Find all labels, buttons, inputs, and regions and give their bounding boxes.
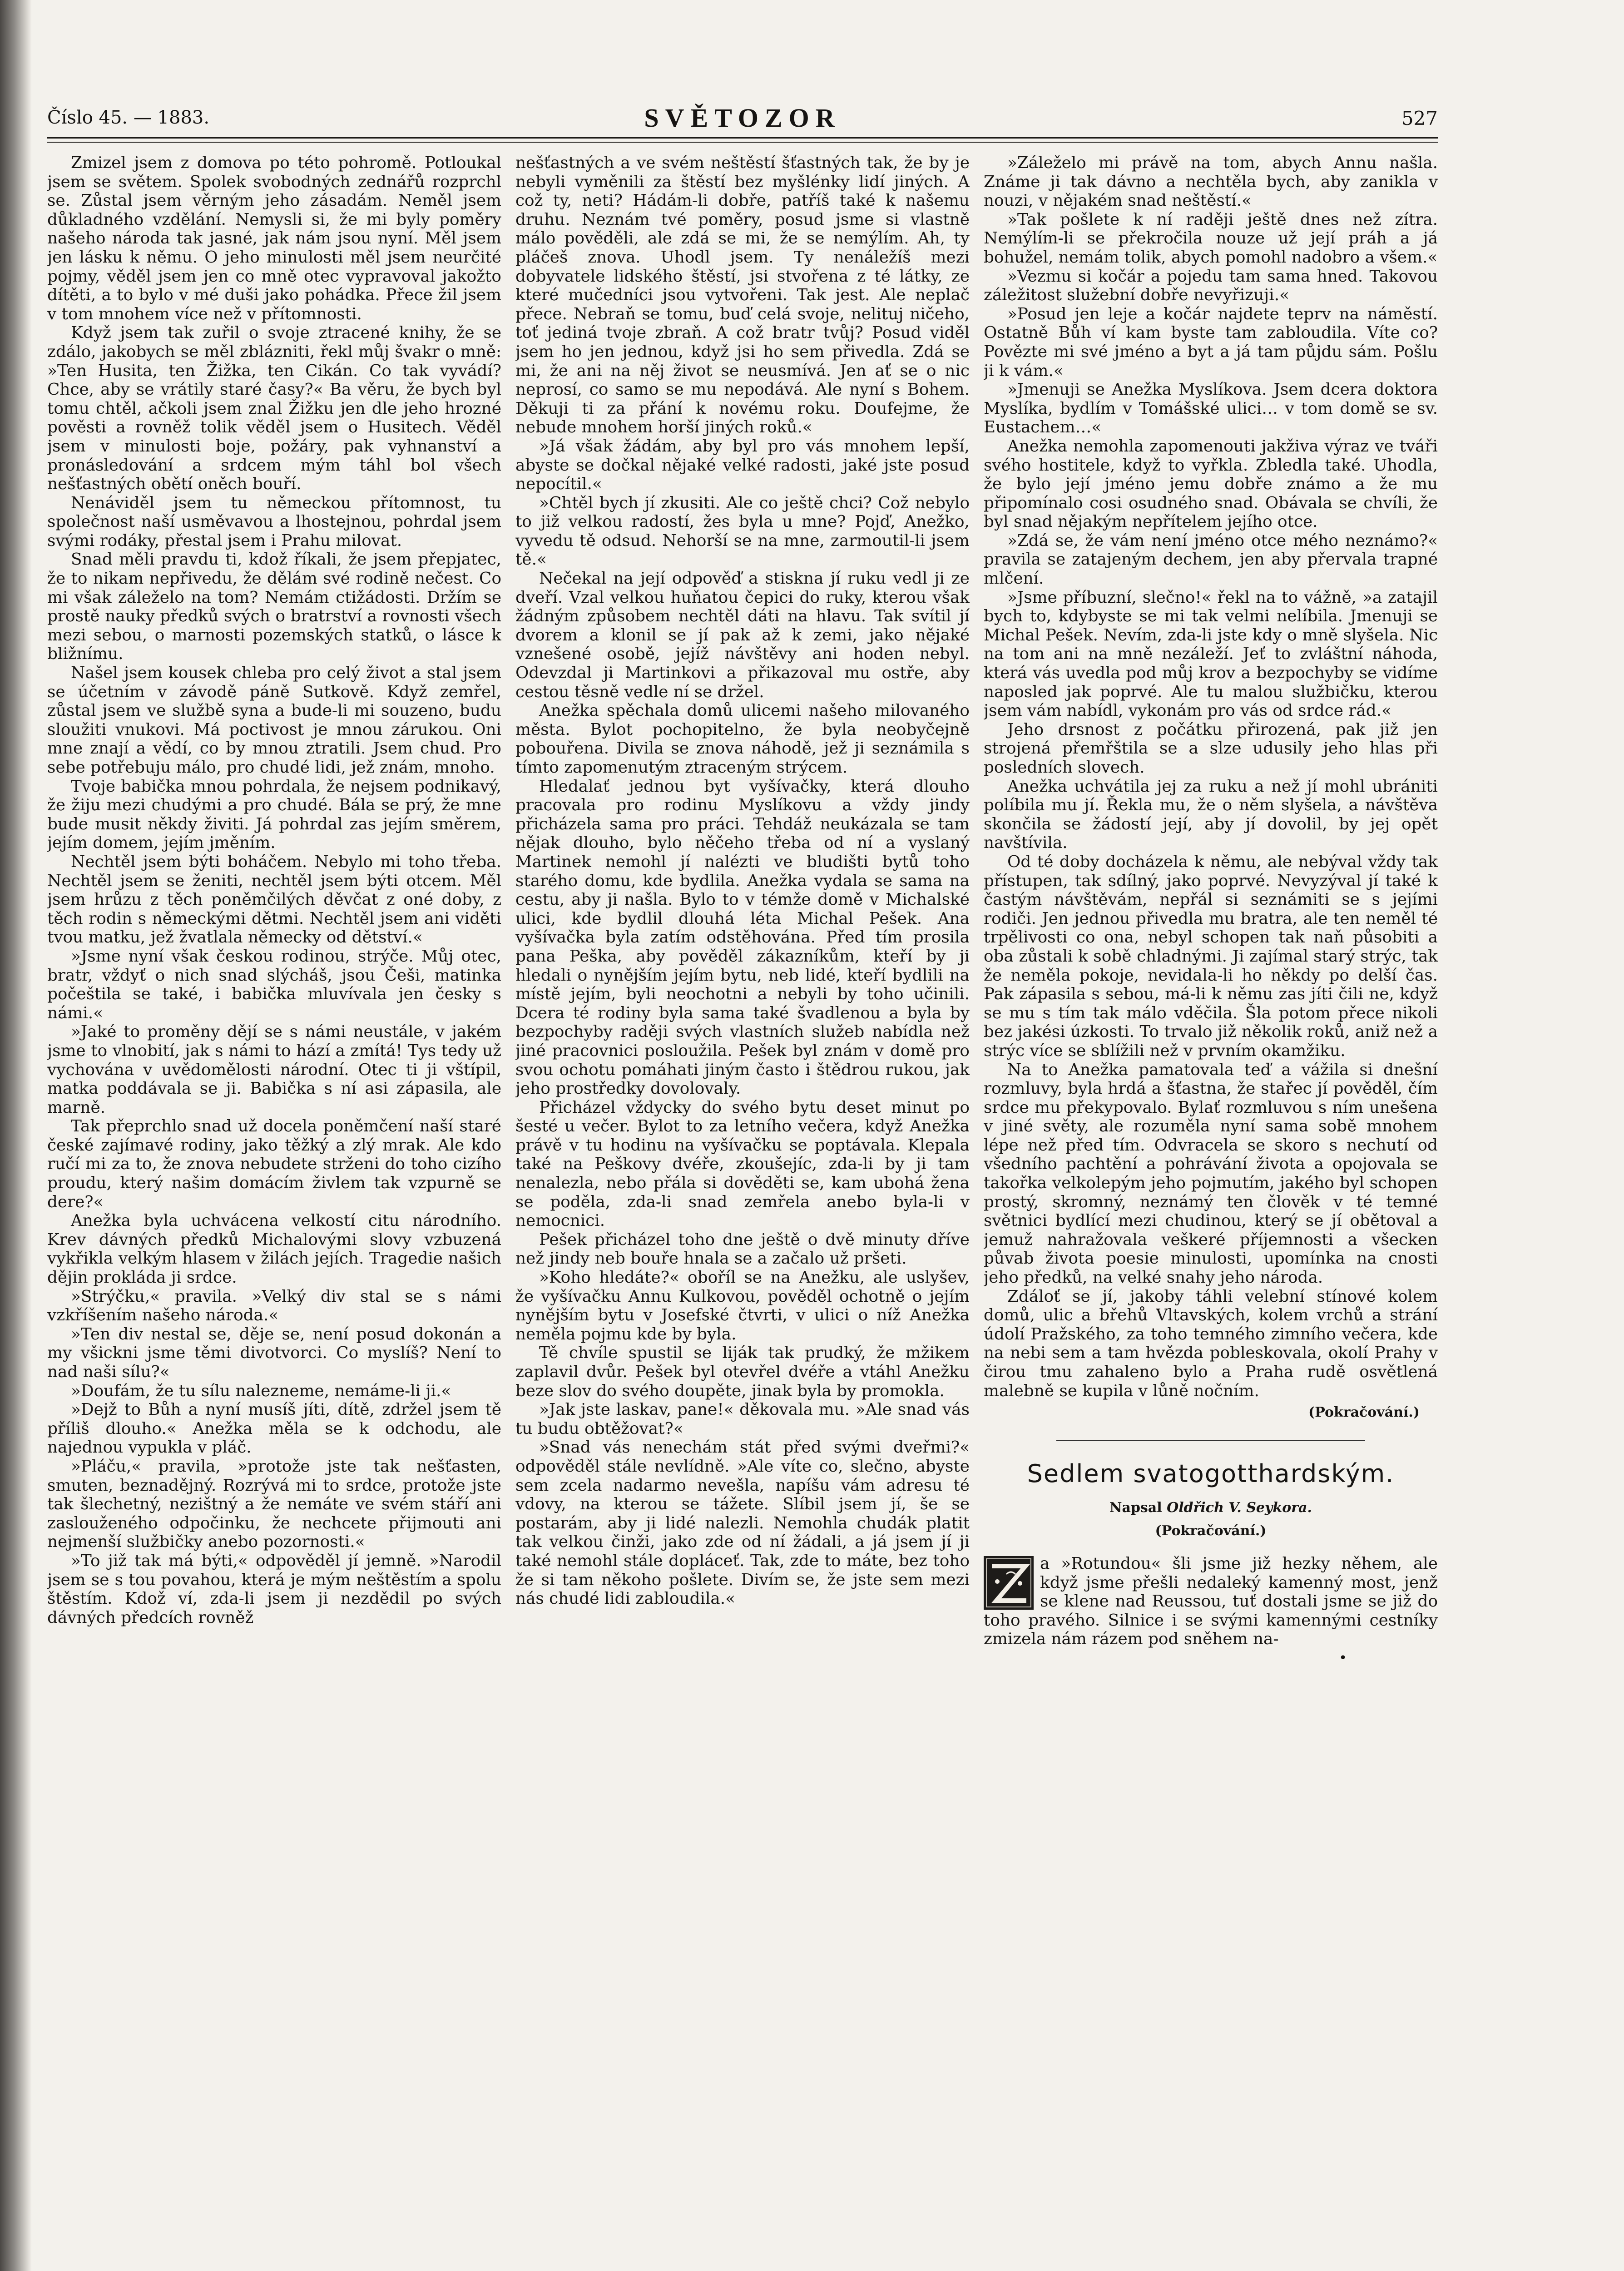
- section-divider: [1056, 1440, 1365, 1441]
- paragraph: »Ten div nestal se, děje se, není posud dokonán a my všickni jsme těmi divotvorci. Co myslíš? Není to nad naši sílu?«: [47, 1324, 501, 1381]
- paragraph: »Snad vás nenechám stát před svými dveřmi?« odpověděl stále nevlídně. »Ale víte co, slečno, abyste sem zcela nadarmo nevešla, napíšu vám adresu té vdovy, na kterou se tážete. Slíbil jsem jí, še se postarám, aby ji lidé nalezli. Nemohla chudák platit tak velkou činži, jako zde od ní žádali, a já jsem jí ji také nemohl stále dopláceť. Tak, zde to máte, bez toho že si tam někoho pošlete. Divím se, že jste sem mezi nás chudé lidi zabloudila.«: [515, 1438, 970, 1608]
- byline-prefix: Napsal: [1109, 1499, 1162, 1516]
- paragraph: Anežka byla uchvácena velkostí citu národního. Krev dávných předků Michalovými slovy vzbuzená vykřikla velkým hlasem v žilách jejích. Tragedie našich dějin prokláda ji srdce.: [47, 1211, 501, 1287]
- paragraph: Zdáloť se jí, jakoby táhli velební stínové kolem domů, ulic a břehů Vltavských, kolem vrchů a strání údolí Pražského, za toho temného zimního večera, kde na nebi sem a tam hvězda pobleskovala, okolí Prahy v čirou tmu zahaleno bylo a Praha rudě osvětlená malebně se kupila v lůně nočním.: [984, 1287, 1438, 1400]
- paragraph: Anežka uchvátila jej za ruku a než jí mohl ubrániti políbila mu jí. Řekla mu, že o něm slyšela, a návštěva skončila se žádostí její, aby jí dovolil, by jej opět navštívila.: [984, 777, 1438, 853]
- paragraph: »Posud jen leje a kočár najdete teprv na náměstí. Ostatně Bůh ví kam byste tam zabloudila. Víte co? Povězte mi své jméno a byt a já tam půjdu sám. Pošlu ji k vám.«: [984, 304, 1438, 380]
- continued-note: (Pokračování.): [1308, 1404, 1420, 1421]
- paragraph: »Chtěl bych jí zkusiti. Ale co ještě chci? Což nebylo to již velkou radostí, žes byla u mne? Pojď, Anežko, vyvedu tě odsud. Nehorší se na mne, zarmoutil-li jsem tě.«: [515, 493, 970, 569]
- paragraph: Anežka spěchala domů ulicemi našeho milovaného města. Bylot pochopitelno, že byla neobyčejně pobouřena. Divila se znova náhodě, jež ji seznámila s tímto zapomenutým ztraceným strýcem.: [515, 701, 970, 777]
- paragraph: »Koho hledáte?« oboříl se na Anežku, ale uslyšev, že vyšívačku Annu Kulkovou, pověděl ochotně o jejím nynějším bytu v Josefské čtvrti, v ulici o níž Anežka neměla pojmu kde by byla.: [515, 1268, 970, 1344]
- paragraph: »Já však žádám, aby byl pro vás mnohem lepší, abyste se dočkal nějaké velké radosti, jaké jste posud nepocítil.«: [515, 436, 970, 494]
- paragraph: Pešek přicházel toho dne ještě o dvě minuty dříve než jindy neb bouře hnala se a začalo už pršeti.: [515, 1230, 970, 1268]
- article-opening-paragraph: a »Rotundou« šli jsme již hezky něhem, ale když jsme přešli nedaleký kamenný most, jenž se klene nad Reussou, tuť dostali jsme se již do toho pravého. Silnice i se svými kamennými cestníky zmizela nám rázem pod sněhem na-: [984, 1554, 1438, 1649]
- paragraph: »Dejž to Bůh a nyní musíš jíti, dítě, zdržel jsem tě příliš dlouho.« Anežka měla se k odchodu, ale najednou vypukla v pláč.: [47, 1400, 501, 1457]
- paragraph: Od té doby docházela k němu, ale nebýval vždy tak přístupen, tak sdílný, jako poprvé. Nevyzýval jí také k častým návštěvám, nepřál si seznámiti se s jejími rodiči. Jen jednou přivedla mu bratra, ale ten neměl té trpělivosti co ona, nebyl schopen tak naň působiti a oba zůstali k sobě chladnými. Ji zajímal starý strýc, tak že neměla pokoje, nevidala-li ho někdy po delší čas. Pak zápasila s sebou, má-li k němu zas jíti čili ne, když se mu s tím tak málo vděčila. Šla potom přece nikoli bez jakési úzkosti. To trvalo již několik roků, aniž než a strýc více se sblížili než v prvním okamžiku.: [984, 852, 1438, 1060]
- paragraph: Našel jsem kousek chleba pro celý život a stal jsem se účetním v závodě páně Sutkově. Když zemřel, zůstal jsem ve službě syna a bude-li mi souzeno, budu sloužiti vnukovi. Má poctivost je mnou zárukou. Oni mne znají a vědí, co by mnou ztratili. Jsem chud. Pro sebe potřebuju málo, pro chudé lidi, jež znám, mnoho.: [47, 664, 501, 777]
- paragraph: »Zdá se, že vám není jméno otce mého neznámo?« pravila se zatajeným dechem, jen aby přervala trapné mlčení.: [984, 531, 1438, 588]
- article-continued-note: (Pokračování.): [1155, 1523, 1267, 1539]
- text-column-1: [47, 154, 501, 2175]
- header-rule: [47, 137, 1438, 139]
- paragraph: »Jaké to proměny dějí se s námi neustále, v jakém jsme to vlnobití, jak s námi to hází a zmítá! Tys tedy už vychována v uvědomělosti národní. Otec ti ji vštípil, matka poddávala se ji. Babička s ní asi zápasila, ale marně.: [47, 1022, 501, 1117]
- paragraph: »Tak pošlete k ní raději ještě dnes než zítra. Nemýlím-li se překročila nouze už její práh a já bohužel, nemám tolik, abych pomohl nadobro a všem.«: [984, 210, 1438, 267]
- article-title: Sedlem svatogotthardským.: [1027, 1459, 1395, 1488]
- paragraph: Tvoje babička mnou pohrdala, že nejsem podnikavý, že žiju mezi chudými a pro chudé. Bála se prý, že mne bude musit někdy živiti. Já pohrdal zas jejím směrem, jejím domem, jejím jměním.: [47, 777, 501, 853]
- paragraph: »Záleželo mi právě na tom, abych Annu našla. Známe ji tak dávno a nechtěla bych, aby zanikla v nouzi, v nějakém snad neštěstí.«: [984, 154, 1438, 210]
- paragraph: »Jmenuji se Anežka Myslíkova. Jsem dcera doktora Myslíka, bydlím v Tomášské ulici… v tom domě se sv. Eustachem…«: [984, 380, 1438, 437]
- paragraph: Zmizel jsem z domova po této pohromě. Potloukal jsem se světem. Spolek svobodných zednářů rozprchl se. Zůstal jsem věrným jeho zásadám. Neměl jsem důkladného vzdělání. Nemysli si, že mi byly poměry našeho národa tak jasné, jak nám jsou nyní. Měl jsem jen lásku k němu. O jeho minulosti měl jsem neurčité pojmy, věděl jsem jen co mně otec vypravoval jakožto dítěti, a to bylo v mé duši jako pohádka. Přece žil jsem v tom mnohem více než v přítomnosti.: [47, 154, 501, 323]
- paragraph: Jeho drsnost z počátku přirozená, pak již jen strojená přemřštila se a slze udusily jeho hlas při posledních slovech.: [984, 720, 1438, 777]
- page-number: 527: [1401, 107, 1438, 129]
- text-column-2: [515, 154, 970, 2175]
- paragraph: Na to Anežka pamatovala teď a vážila si dnešní rozmluvy, byla hrdá a šťastna, že stařec jí pověděl, čím srdce mu překypovalo. Bylať rozmluvou s ním unešena v jiné světy, ale rozuměla nyní sama sobě mnohem lépe než před tím. Odvracela se skoro s nechutí od všedního pachtění a pohrávání života a opojovala se takořka velkolepým jeho pojmutím, jakého byl schopen prostý, skromný, neznámý ten člověk v té temné světnici bydlící mezi chudinou, který se jí obětoval a jemuž nahražovala veškeré příjemnosti a všecken půvab života poesie minulosti, upomínka na cnosti jeho předků, na velké snahy jeho národa.: [984, 1060, 1438, 1287]
- paragraph: nešťastných a ve svém neštěstí šťastných tak, že by je nebyli vyměnili za štěstí bez myšlénky lidí jiných. A což ty, neti? Hádám-li dobře, patříš také k našemu druhu. Neznám tvé poměry, posud jsme si vlastně málo pověděli, ale zdá se mi, že se nemýlím. Ah, ty pláčeš znova. Uhodl jsem. Ty nenáležíš mezi dobyvatele lidského štěstí, jsi stvořena z té látky, ze které mučedníci jsou vytvořeni. Tak jest. Ale neplač přece. Nebraň se tomu, buď celá svoje, nelituj ničeho, toť jediná tvoje zbraň. A což bratr tvůj? Posud viděl jsem ho jen jednou, když jsi ho sem přivedla. Zdá se mi, že ani na něj život se neusmívá. Jen ať se o nic neprosí, co samo se mu nepodává. Ale nyní s Bohem. Děkuji ti za přání k novému roku. Doufejme, že nebude mnohem horší jiných roků.«: [515, 154, 970, 437]
- journal-title: SVĚTOZOR: [644, 103, 841, 133]
- paragraph: »Doufám, že tu sílu nalezneme, nemáme-li ji.«: [71, 1381, 451, 1400]
- drop-cap-initial: [984, 1556, 1034, 1610]
- paragraph: Tak přeprchlo snad už docela poněmčení naší staré české zajímavé rodiny, jako těžký a zlý mrak. Ale kdo ručí mi za to, že znova nebudete strženi do toho cizího proudu, který našim domácím živlem tak vzpurně se dere?«: [47, 1117, 501, 1211]
- paragraph: Když jsem tak zuřil o svoje ztracené knihy, že se zdálo, jakobych se měl zblázniti, řekl můj švakr o mně: »Ten Husita, ten Žižka, ten Cikán. Co tak vyvádí? Chce, aby se vrátily staré časy?« Ba věru, že bych byl tomu chtěl, ačkoli jsem znal Žižku jen dle jeho hrozné pověsti a rovněž tolik věděl jsem o Husitech. Věděl jsem v minulosti boje, požáry, pak vyhnanství a pronásledování a srdcem mým táhl bol všech nešťastných obětí oněch bouří.: [47, 323, 501, 494]
- issue-number: Číslo 45. — 1883.: [47, 107, 210, 128]
- text-column-3: [984, 154, 1438, 2175]
- header-rule-thin: [47, 142, 1438, 143]
- page-end-mark: •: [1339, 1650, 1347, 1666]
- paragraph: »To již tak má býti,« odpověděl jí jemně. »Narodil jsem se s tou povahou, která je mým neštěstím a spolu štěstím. Kdož ví, zda-li jsem ji nezdědil po svých dávných předcích rovněž: [47, 1551, 501, 1627]
- article-byline: [984, 1498, 1438, 1517]
- paragraph: »Jsme nyní však českou rodinou, strýče. Můj otec, bratr, vždyť o nich snad slýcháš, jsou Češi, matinka počeštila se také, i babička mluvívala jen česky s námi.«: [47, 947, 501, 1022]
- paragraph: »Jsme příbuzní, slečno!« řekl na to vážně, »a zatajil bych to, kdybyste se mi tak velmi nelíbila. Jmenuji se Michal Pešek. Nevím, zda-li jste kdy o mně slyšela. Nic na tom ani na mně nezáleží. Jeť to zvláštní náhoda, která vás uvedla pod můj krov a bezpochyby se vidíme naposled jak poprvé. Ale tu malou službičku, kterou jsem vám nabídl, vykonám pro vás od srdce rád.«: [984, 588, 1438, 720]
- paragraph: »Vezmu si kočár a pojedu tam sama hned. Takovou záležitost služební dobře nevyřizuji.«: [984, 267, 1438, 305]
- book-spine-shadow: [0, 0, 32, 2271]
- paragraph: Anežka nemohla zapomenouti jakživa výraz ve tváři svého hostitele, když to vyřkla. Zbledla také. Uhodla, že bylo její jméno jemu dobře známo a že mu připomínalo cosi osudného snad. Obávala se chvíli, že byl snad nějakým nepřítelem jejího otce.: [984, 436, 1438, 531]
- paragraph: »Strýčku,« pravila. »Velký div stal se s námi vzkříšením našeho národa.«: [47, 1287, 501, 1325]
- paragraph: Tě chvíle spustil se liják tak prudký, že mžikem zaplavil dvůr. Pešek byl otevřel dvéře a vtáhl Anežku beze slov do svého doupěte, jinak byla by promokla.: [515, 1344, 970, 1400]
- paragraph: Nečekal na její odpověď a stiskna jí ruku vedl ji ze dveří. Vzal velkou huňatou čepici do ruky, kterou však žádným způsobem nechtěl dáti na hlavu. Tak svítil jí dvorem a klonil se jí pak až k zemi, jako nějaké vznešené osobě, jejíž návštěvy ani hoden nebyl. Odevzdal ji Martinkovi a přikazoval mu ostře, aby cestou těsně vedle ní se držel.: [515, 569, 970, 701]
- page-header: [47, 101, 1438, 133]
- paragraph: Nenáviděl jsem tu německou přítomnost, tu společnost naší usměvavou a lhostejnou, pohrdal jsem svými rodáky, přestal jsem i Prahu milovat.: [47, 493, 501, 550]
- paragraph: »Pláču,« pravila, »protože jste tak nešťasten, smuten, beznadějný. Rozrývá mi to srdce, protože jste tak šlechetný, nezištný a že nemáte ve svém stáří ani zaslouženého odpočinku, že nechcete přijmouti ani nejmenší službičky anebo pozornosti.«: [47, 1457, 501, 1552]
- paragraph: Přicházel vždycky do svého bytu deset minut po šesté u večer. Bylot to za letního večera, když Anežka právě v tu hodinu na vyšívačku se poptávala. Klepala také na Peškovy dvéře, zkoušejíc, zda-li by ji tam nenalezla, nebo přála si dověděti se, kam ubohá žena se poděla, zda-li snad zemřela anebo byla-li v nemocnici.: [515, 1098, 970, 1230]
- paragraph: Nechtěl jsem býti boháčem. Nebylo mi toho třeba. Nechtěl jsem se ženiti, nechtěl jsem býti otcem. Měl jsem hrůzu z těch poněmčilých děvčat z oné doby, z těch rodin s německými dětmi. Nechtěl jsem ani viděti tvou matku, jež žvatlala německy od dětství.«: [47, 852, 501, 947]
- author-name: Oldřich V. Seykora.: [1167, 1499, 1312, 1516]
- paragraph: Snad měli pravdu ti, kdož říkali, že jsem přepjatec, že to nikam nepřivedu, že dělám své rodině nečest. Co mi však záleželo na tom? Nemám ctižádosti. Držím se prostě nauky předků svých o bratrství a rovnosti všech mezi sebou, o marnosti pozemských statků, o lásce k bližnímu.: [47, 550, 501, 664]
- paragraph: Hledalať jednou byt vyšívačky, která dlouho pracovala pro rodinu Myslíkovu a vždy jindy přicházela sama pro práci. Tehdáž neukázala se tam nějak dlouho, bylo něčeho třeba od ní a vyslaný Martinek nemohl jí nalézti ve bludišti bytů toho starého domu, kde bydlila. Anežka vydala se sama na cestu, aby ji našla. Bylo to v témže domě v Michalské ulici, kde bydlil dlouhá léta Michal Pešek. Ana vyšívačka byla zatím odstěhována. Před tím prosila pana Peška, aby pověděl zákazníkům, kteří by ji hledali o nynějším jejím bytu, neb lidé, kteří bydlili na místě jejím, byli neochotni a nebyli by toho učinili. Dcera té rodiny byla sama také švadlenou a byla by bezpochyby raději svých vlastních služeb nabídla než jiné pracovnici posloužila. Pešek byl znám v domě pro svou ochotu pomáhati jiným často i štědrou rukou, jak jeho prostředky dovolovaly.: [515, 777, 970, 1098]
- paragraph: »Jak jste laskav, pane!« děkovala mu. »Ale snad vás tu budu obtěžovat?«: [515, 1400, 970, 1438]
- drop-cap-ornament: [984, 1556, 1034, 1610]
